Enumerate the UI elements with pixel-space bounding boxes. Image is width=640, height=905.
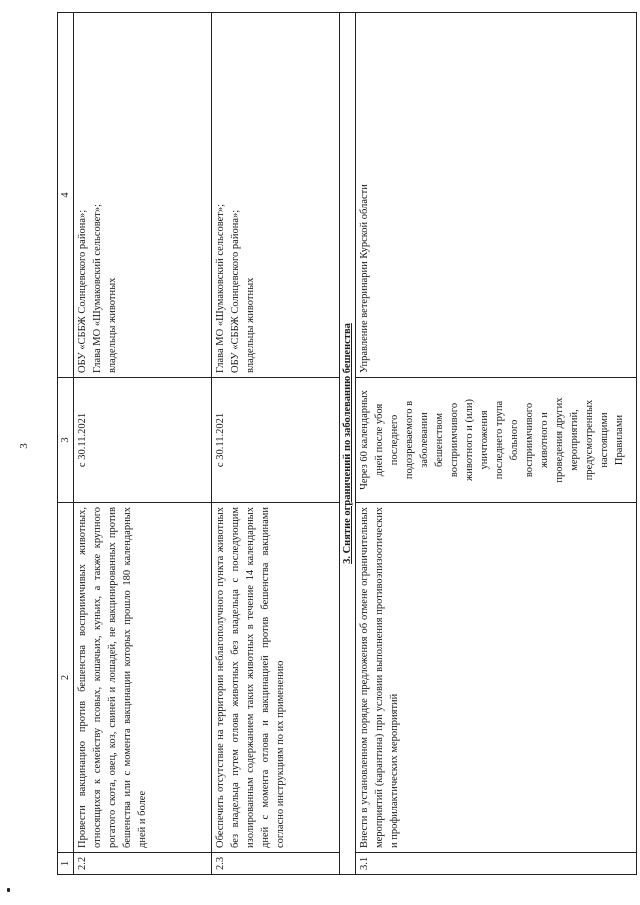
- page-number: 3: [18, 443, 30, 449]
- responsible-line: Глава МО «Шумаковский сельсовет»;: [92, 203, 104, 373]
- header-cell: 3: [58, 378, 74, 503]
- measure-text: Провести вакцинацию против бешенства восприимчивых животных, относящихся к семейству псовых, кошачьих, куньих, а также крупного рогатого скота, овец, коз, свиней и лошадей, не вакцинированных против бешенства или с момента вакцинации которых прошло 180 календарных дней и более: [74, 503, 212, 853]
- term-text: с 30.11.2021: [74, 378, 212, 503]
- measure-text: Обеспечить отсутствие на территории неблагополучного пункта животных без владельца путем отлова животных без владельца с последующим изолированным содержанием таких животных в течение 14 календарных дней с момента отлова и вакцинацией против бешенства вакцинами согласно инструкциям по их применению: [212, 503, 340, 853]
- term-line: последнего: [389, 414, 401, 466]
- section-heading-row: [339, 13, 355, 875]
- responsible-cell: [74, 13, 212, 378]
- table-row: [74, 13, 212, 875]
- row-number: 2.2: [74, 853, 212, 875]
- row-number: 3.1: [356, 853, 637, 875]
- responsible-line: ОБУ «СББЖ Солнцевского района»;: [230, 209, 242, 373]
- term-line: восприимчивого: [524, 402, 536, 478]
- row-number: 2.3: [212, 853, 340, 875]
- term-line: подозреваемого в: [404, 400, 416, 480]
- responsible-line: ОБУ «СББЖ Солнцевского района»;: [77, 209, 89, 373]
- table-row: [356, 13, 637, 875]
- term-line: предусмотренных: [584, 399, 596, 481]
- term-cell: [356, 378, 637, 503]
- measure-text: Внести в установленном порядке предложения об отмене ограничительных мероприятий (карантина) при условии выполнения противоэпизоотических и профилактических мероприятий: [356, 503, 637, 853]
- table-row: [212, 13, 340, 875]
- term-line: Правилами: [614, 414, 626, 466]
- header-cell: 2: [58, 503, 74, 853]
- responsible-cell: [212, 13, 340, 378]
- term-line: Через 60 календарных: [359, 390, 371, 490]
- term-line: заболевании: [419, 412, 431, 468]
- term-text: с 30.11.2021: [212, 378, 340, 503]
- term-line: последнего трупа: [494, 400, 506, 480]
- term-line: мероприятий,: [569, 409, 581, 471]
- term-line: уничтожения: [479, 410, 491, 470]
- term-line: настоящими: [599, 412, 611, 468]
- measures-table: [57, 12, 637, 875]
- term-line: бешенством: [434, 412, 446, 468]
- responsible-line: владельцы животных: [107, 277, 119, 373]
- scan-speck: [7, 888, 10, 892]
- term-line: восприимчивого: [449, 402, 461, 478]
- term-line: животного и: [539, 412, 551, 468]
- responsible-line: владельцы животных: [245, 277, 257, 373]
- table-header-row: [58, 13, 74, 875]
- section-title: 3. Снятие ограничений по заболеванию бешенства: [341, 323, 353, 564]
- term-line: дней после убоя: [374, 403, 386, 477]
- responsible-line: Глава МО «Шумаковский сельсовет»;: [215, 203, 227, 373]
- header-cell: 1: [58, 853, 74, 875]
- term-line: больного: [509, 419, 521, 461]
- term-line: проведения других: [554, 397, 566, 483]
- section-heading: [339, 13, 355, 875]
- header-cell: 4: [58, 13, 74, 378]
- responsible-text: Управление ветеринарии Курской области: [356, 13, 637, 378]
- term-line: животного и (или): [464, 399, 476, 481]
